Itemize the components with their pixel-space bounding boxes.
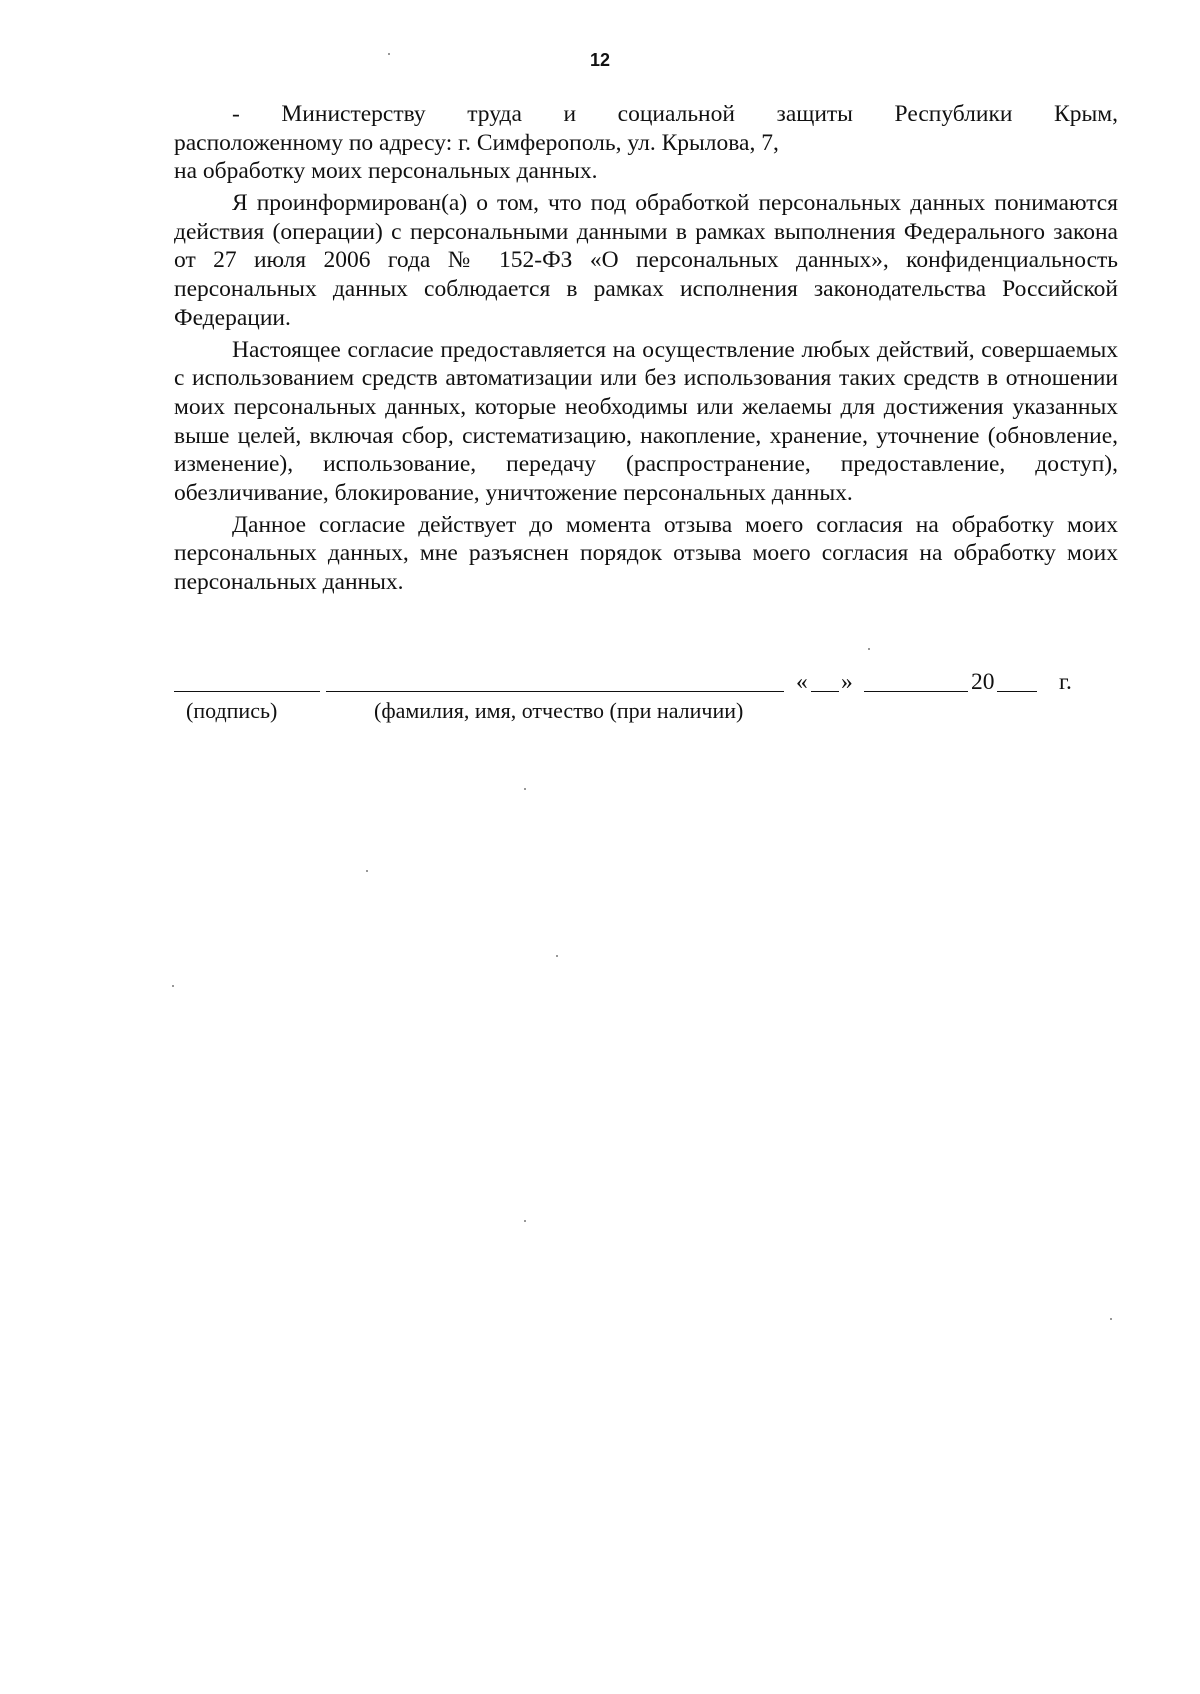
paragraph-ministry-line-3: на обработку моих персональных данных. [174,158,598,185]
signature-blank [174,690,320,692]
caption-signature: (подпись) [186,698,278,723]
caption-full-name: (фамилия, имя, отчество (при наличии) [374,698,744,723]
page-number: 12 [589,50,611,70]
year-blank [997,690,1037,692]
signature-row [174,666,1118,696]
scan-speck [868,648,870,650]
day-blank [811,690,839,692]
scan-speck [1110,1318,1112,1320]
paragraph-consent-scope: Настоящее согласие предоставляется на осуществление любых действий, совершаемых с использованием средств автоматизации или без использования таких средств в отношении моих персональных данных, которые необходимы или желаемы для достижения указанных выше целей, включая сбор, систематизацию, накопление, хранение, уточнение (обновление, изменение), использование, передачу (распространение, предоставление, доступ), обезличивание, блокирование, уничтожение персональных данных. [174,336,1118,506]
year-suffix: г. [1059,669,1072,695]
date-quote-open: « [796,669,808,695]
year-prefix: 20 [971,669,995,695]
paragraph-ministry-line-2: расположенному по адресу: г. Симферополь, ул. Крылова, 7, [174,129,779,156]
scan-speck [172,985,174,987]
paragraph-informed: Я проинформирован(а) о том, что под обработкой персональных данных понимаются действия (операции) с персональными данными в рамках выполнения Федерального закона от 27 июля 2006 года № 152-ФЗ «О персональных данных», конфиденциальность персональных данных соблюдается в рамках исполнения законодательства Российской Федерации. [174,190,1118,331]
month-blank [864,690,968,692]
scan-speck [524,1220,526,1222]
document-body [174,100,1118,600]
scan-speck [388,53,390,55]
full-name-blank [326,690,784,692]
paragraph-consent-validity: Данное согласие действует до момента отзыва моего согласия на обработку моих персональных данных, мне разъяснен порядок отзыва моего согласия на обработку моих персональных данных. [174,511,1118,595]
paragraph-ministry-line-1: - Министерству труда и социальной защиты Республики Крым, [232,101,1118,127]
scan-speck [366,870,368,872]
date-quote-close: » [841,669,853,695]
scan-speck [524,788,526,790]
scan-speck [556,955,558,957]
